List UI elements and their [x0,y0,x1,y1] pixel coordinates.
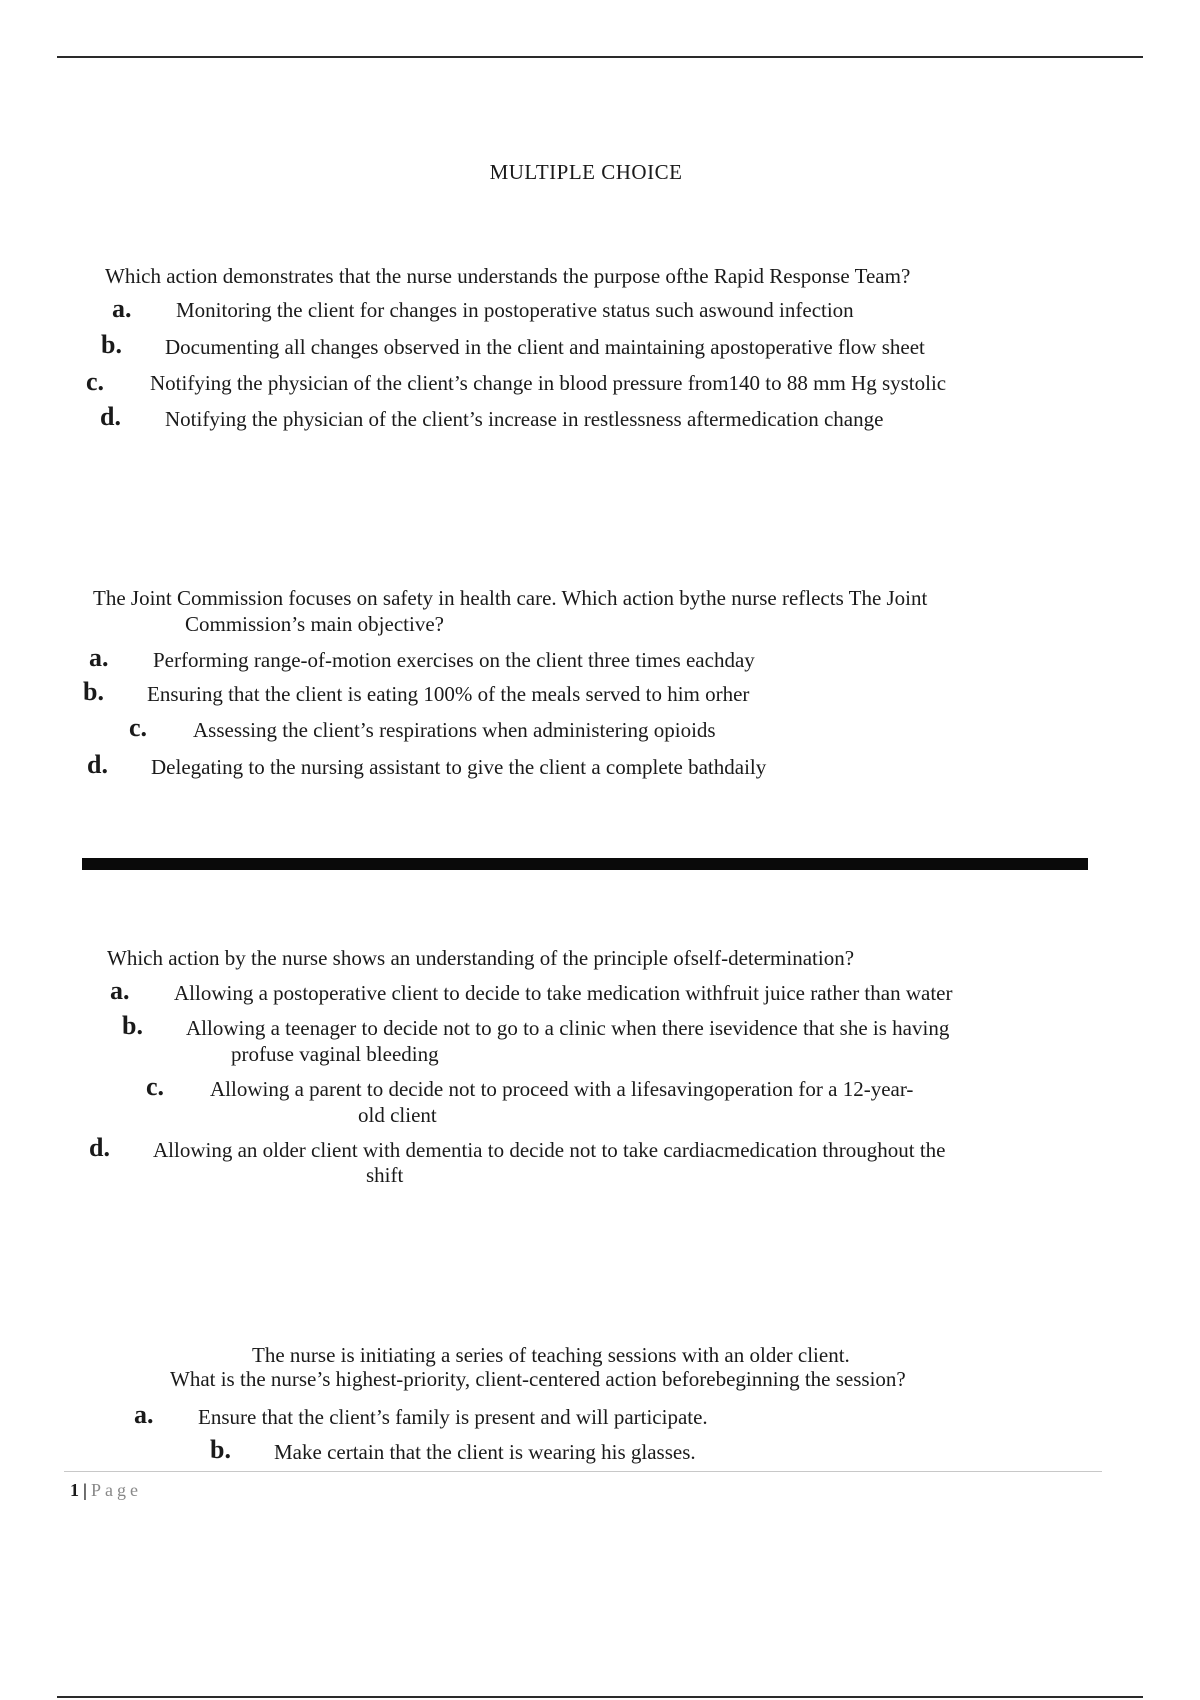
page-footer [70,1480,142,1501]
q3-option-a-text: Allowing a postoperative client to decide to take medication withfruit juice rather than water [174,981,953,1005]
q3-option-c-text-cont: old client [358,1103,437,1127]
question-2-stem-line1: The Joint Commission focuses on safety in health care. Which action bythe nurse reflects The Joint [93,586,928,610]
q2-option-c-text: Assessing the client’s respirations when administering opioids [193,718,716,742]
q2-option-a-letter: a. [89,643,109,672]
q1-option-b-text: Documenting all changes observed in the client and maintaining apostoperative flow sheet [165,335,925,359]
q3-option-b-text-cont: profuse vaginal bleeding [231,1042,439,1066]
q4-option-b-letter: b. [210,1435,231,1464]
q3-option-d-text-cont: shift [366,1163,404,1187]
q2-option-b-letter: b. [83,677,104,706]
q2-option-a-text: Performing range-of-motion exercises on the client three times eachday [153,648,755,672]
footer-rule [64,1471,1102,1472]
q1-option-d-letter: d. [100,402,121,431]
bottom-rule [57,1696,1143,1698]
top-rule [57,56,1143,58]
q3-option-d-text: Allowing an older client with dementia to decide not to take cardiacmedication throughout the [153,1138,946,1162]
q1-option-c-letter: c. [86,367,105,396]
q3-option-b-letter: b. [122,1011,143,1040]
q1-option-a-letter: a. [112,294,132,323]
q2-option-d-letter: d. [87,750,108,779]
q4-option-a-text: Ensure that the client’s family is present and will participate. [198,1405,708,1429]
question-1-stem: Which action demonstrates that the nurse understands the purpose ofthe Rapid Response Team? [105,264,911,288]
footer-separator: | [83,1480,87,1500]
q1-option-c-text: Notifying the physician of the client’s change in blood pressure from140 to 88 mm Hg systolic [150,371,947,395]
q4-option-b-text: Make certain that the client is wearing his glasses. [274,1440,696,1464]
q1-option-d-text: Notifying the physician of the client’s increase in restlessness aftermedication change [165,407,884,431]
q2-option-c-letter: c. [129,713,148,742]
question-4-stem-line1: The nurse is initiating a series of teaching sessions with an older client. [252,1343,850,1367]
q3-option-b-text: Allowing a teenager to decide not to go to a clinic when there isevidence that she is having [186,1016,950,1040]
question-4-stem-line2: What is the nurse’s highest-priority, client-centered action beforebeginning the session? [170,1367,906,1391]
q1-option-a-text: Monitoring the client for changes in postoperative status such aswound infection [176,298,854,322]
q3-option-c-text: Allowing a parent to decide not to proceed with a lifesavingoperation for a 12-year- [210,1077,914,1101]
q3-option-a-letter: a. [110,976,130,1005]
page-label: Page [90,1480,142,1500]
question-3-stem: Which action by the nurse shows an understanding of the principle ofself-determination? [107,946,855,970]
q2-option-b-text: Ensuring that the client is eating 100% of the meals served to him orher [147,682,750,706]
q3-option-d-letter: d. [89,1133,110,1162]
q3-option-c-letter: c. [146,1072,165,1101]
q1-option-b-letter: b. [101,330,122,359]
page-number: 1 [70,1480,79,1500]
section-divider [82,858,1088,870]
q2-option-d-text: Delegating to the nursing assistant to give the client a complete bathdaily [151,755,767,779]
page-title: MULTIPLE CHOICE [489,160,683,184]
question-2-stem-line2: Commission’s main objective? [185,612,444,636]
q4-option-a-letter: a. [134,1400,154,1429]
